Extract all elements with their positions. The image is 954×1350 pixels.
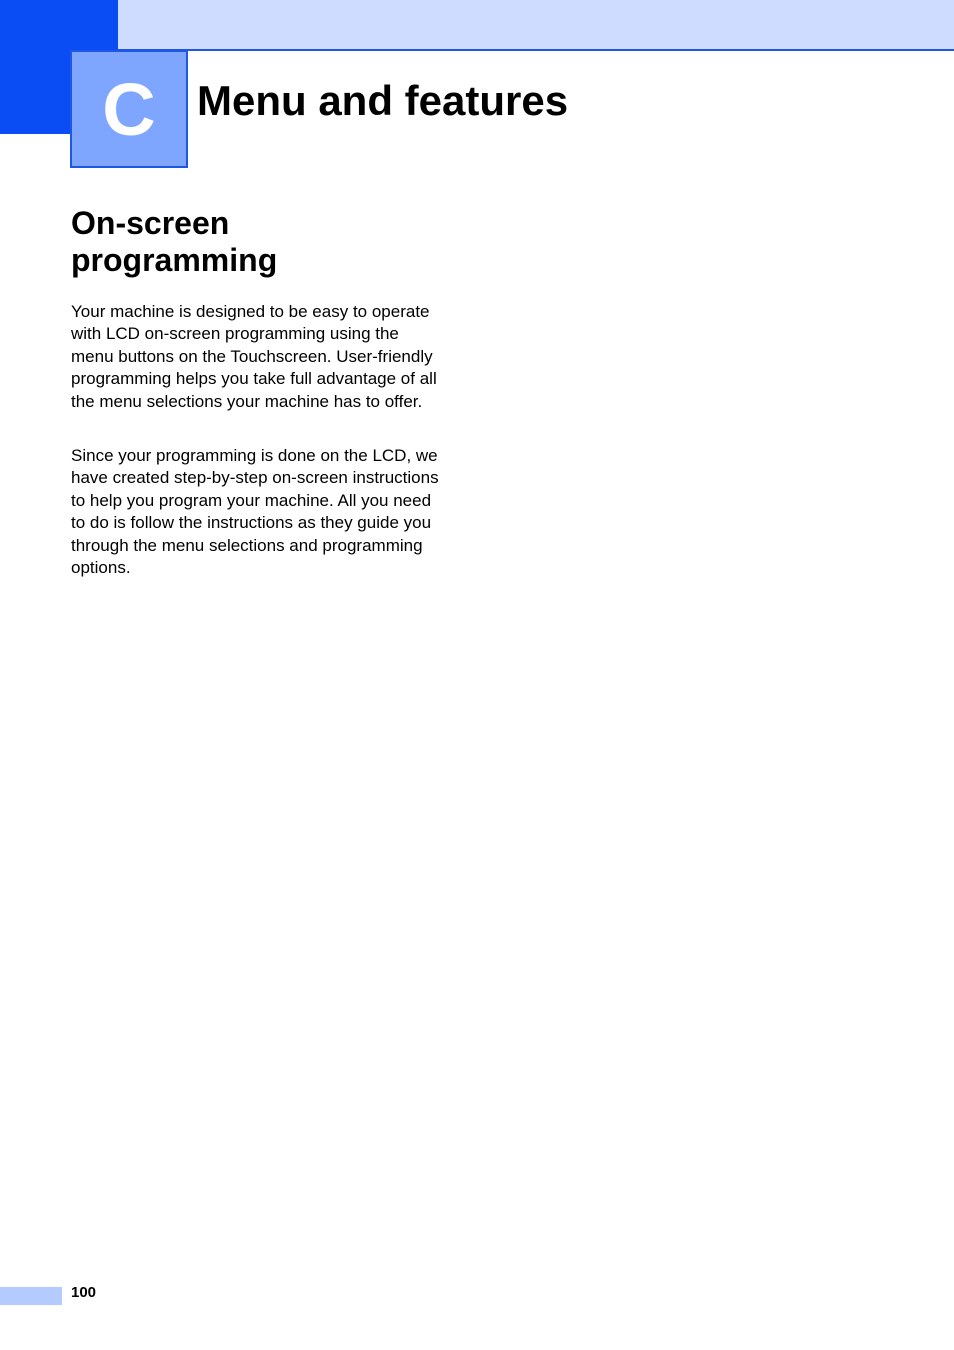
page-number: 100 <box>71 1284 97 1301</box>
chapter-letter: C <box>102 68 156 151</box>
section-heading: On-screen programming <box>71 205 278 278</box>
chapter-badge <box>70 50 188 168</box>
body-paragraph-2: Since your programming is done on the LCD, we have created step-by-step on-screen instructions to help you program your machine. All you need to do is follow the instructions as they guide you through the menu selections and programming options. <box>71 446 439 578</box>
header-band <box>118 0 954 51</box>
footer-tab <box>0 1287 62 1305</box>
body-paragraph-1: Your machine is designed to be easy to operate with LCD on-screen programming using the menu buttons on the Touchscreen. User-friendly programming helps you take full advantage of all the menu selections your machine has to offer. <box>71 302 437 411</box>
chapter-title: Menu and features <box>197 77 569 124</box>
